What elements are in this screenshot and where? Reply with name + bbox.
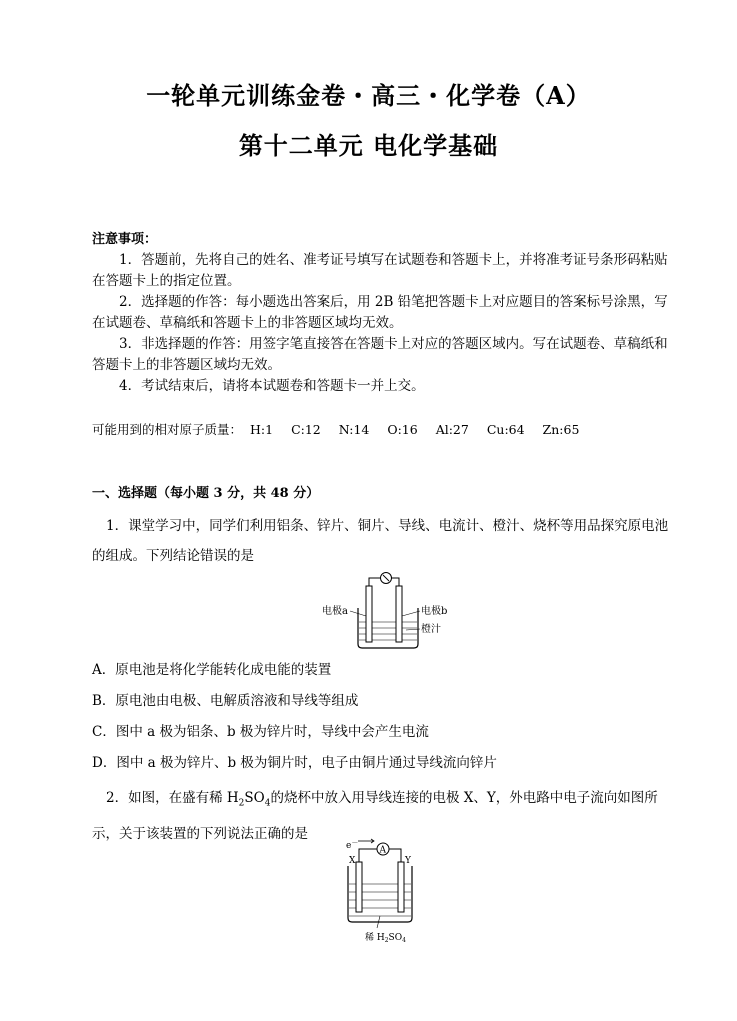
label-electrode-b: 电极b	[421, 606, 448, 617]
mass-c: C:12	[291, 422, 321, 437]
electrode-a	[366, 586, 372, 642]
electrode-x	[356, 862, 362, 912]
question-1-text: 1．课堂学习中，同学们利用铝条、锌片、铜片、导线、电流计、橙汁、烧杯等用品探究原电池的组成。下列结论错误的是	[92, 518, 669, 564]
label-x: X	[349, 856, 356, 866]
q1-option-b: B．原电池由电极、电解质溶液和导线等组成	[92, 693, 359, 709]
notice-item-3-text: 3．非选择题的作答：用签字笔直接答在答题卡上对应的答题区域内。写在试题卷、草稿纸和答题卡上的非答题区域均无效。	[92, 336, 668, 373]
label-y: Y	[405, 856, 411, 866]
notice-heading: 注意事项：	[92, 232, 158, 247]
notice-item-1	[92, 250, 672, 292]
notice-item-1-text: 1．答题前，先将自己的姓名、准考证号填写在试题卷和答题卡上，并将准考证号条形码粘贴在答题卡上的指定位置。	[92, 252, 668, 289]
atomic-mass-label: 可能用到的相对原子质量：	[92, 422, 243, 437]
notice-item-2-text: 2．选择题的作答：每小题选出答案后，用 2B 铅笔把答题卡上对应题目的答案标号涂黑，写在试题卷、草稿纸和答题卡上的非答题区域均无效。	[92, 294, 668, 331]
electrode-y	[398, 862, 404, 912]
q1-option-d: D．图中 a 极为锌片、b 极为铜片时，电子由铜片通过导线流向锌片	[92, 755, 497, 771]
ammeter-label: A	[379, 845, 386, 856]
mass-cu: Cu:64	[486, 422, 525, 437]
q2-stem-part1: 2．如图，在盛有稀 H	[106, 790, 239, 806]
notice-item-3	[92, 334, 672, 376]
electrode-b	[396, 586, 402, 642]
label-orange-juice: 橙汁	[421, 624, 441, 635]
mass-n: N:14	[338, 422, 370, 437]
notice-item-4-text: 4．考试结束后，请将本试题卷和答题卡一并上交。	[119, 378, 425, 394]
notice-item-2	[92, 292, 672, 334]
section-heading: 一、选择题（每小题 3 分，共 48 分）	[92, 486, 320, 501]
mass-o: O:16	[387, 422, 418, 437]
label-dilute-h2so4: 稀 $H_2SO_4$	[365, 933, 406, 944]
mass-zn: Zn:65	[542, 422, 580, 437]
q1-option-a: A．原电池是将化学能转化成电能的装置	[92, 662, 332, 678]
q2-stem-sub1: 2	[238, 798, 245, 809]
q2-stem-sub2: 4	[264, 798, 271, 809]
electron-label: e－	[346, 839, 359, 851]
q2-stem-part3: 的烧杯中放入用导线连接的电极 X、Y，外电路中电子流向如图所示，关于该装置的下列说法正确的是	[92, 790, 658, 842]
atomic-mass-line	[92, 420, 593, 438]
unit-subtitle: 第十二单元 电化学基础	[238, 131, 499, 160]
mass-h: H:1	[250, 422, 274, 437]
notice-item-4	[92, 376, 672, 397]
page-title: 一轮单元训练金卷・高三・化学卷（A）	[146, 81, 591, 110]
q2-stem-part2: SO	[244, 790, 265, 806]
mass-al: Al:27	[435, 422, 469, 437]
q1-option-c: C．图中 a 极为铝条、b 极为锌片时，导线中会产生电流	[92, 724, 429, 740]
figure-1-cell	[300, 570, 460, 650]
figure-2-cell	[330, 836, 440, 946]
question-1-stem	[92, 511, 672, 571]
label-electrode-a: 电极a	[322, 606, 348, 617]
